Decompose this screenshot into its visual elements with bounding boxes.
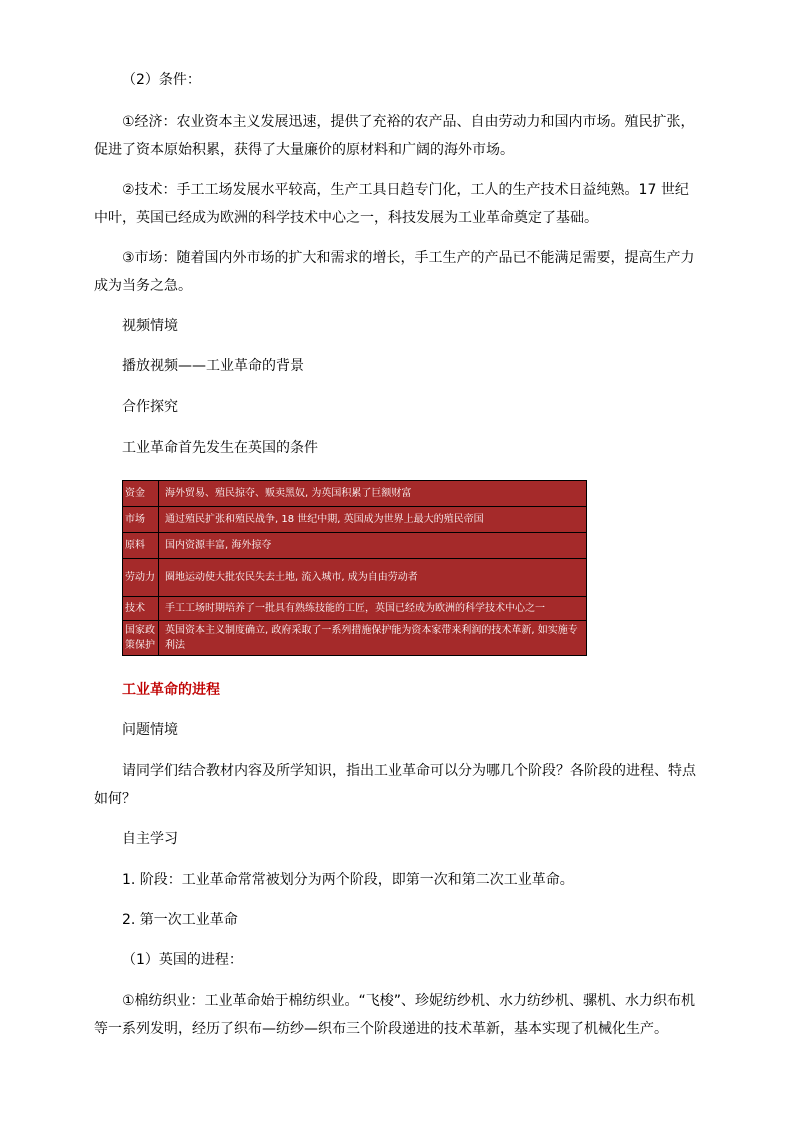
first-revolution-title: 2. 第一次工业革命	[122, 912, 238, 928]
technology-paragraph: ②技术：手工工场发展水平较高，生产工具日趋专门化，工人的生产技术日益纯熟。17 世纪中叶，英国已经成为欧洲的科学技术中心之一，科技发展为工业革命奠定了基础。	[94, 182, 689, 226]
table-row	[123, 597, 586, 621]
table-row-label: 劳动力	[123, 559, 159, 596]
table-row-content: 通过殖民扩张和殖民战争, 18 世纪中期, 英国成为世界上最大的殖民帝国	[165, 514, 484, 525]
table-row	[123, 559, 586, 597]
video-context-label: 视频情境	[122, 318, 178, 334]
table-row	[123, 533, 586, 559]
conditions-title: （2）条件：	[122, 72, 201, 88]
table-row-content: 英国资本主义制度确立, 政府采取了一系列措施保护能为资本家带来利润的技术革新, 如实施专利法	[165, 625, 578, 651]
coop-explore-label: 合作探究	[122, 399, 178, 415]
question-paragraph: 请同学们结合教材内容及所学知识，指出工业革命可以分为哪几个阶段？各阶段的进程、特点如何？	[94, 763, 696, 807]
table-title: 工业革命首先发生在英国的条件	[122, 440, 318, 456]
table-row-label: 国家政策保护	[123, 621, 159, 655]
table-row-label: 市场	[123, 507, 159, 532]
play-video-text: 播放视频——工业革命的背景	[122, 358, 304, 374]
conditions-table	[122, 480, 587, 656]
economy-paragraph: ①经济：农业资本主义发展迅速，提供了充裕的农产品、自由劳动力和国内市场。殖民扩张，促进了资本原始积累，获得了大量廉价的原材料和广阔的海外市场。	[94, 114, 695, 158]
table-row	[123, 481, 586, 507]
table-row-label: 原料	[123, 533, 159, 558]
section-heading: 工业革命的进程	[122, 682, 220, 698]
problem-context-label: 问题情境	[122, 722, 178, 738]
self-study-label: 自主学习	[122, 831, 178, 847]
table-row	[123, 621, 586, 655]
table-row-content: 手工工场时期培养了一批具有熟练技能的工匠，英国已经成为欧洲的科学技术中心之一	[165, 603, 545, 614]
stage-paragraph: 1. 阶段：工业革命常常被划分为两个阶段，即第一次和第二次工业革命。	[122, 872, 574, 888]
cotton-paragraph: ①棉纺织业：工业革命始于棉纺织业。“飞梭”、珍妮纺纱机、水力纺纱机、骡机、水力织布机等一系列发明，经历了织布—纺纱—织布三个阶段递进的技术革新，基本实现了机械化生产。	[94, 993, 696, 1037]
table-row-content: 海外贸易、殖民掠夺、贩卖黑奴, 为英国积累了巨额财富	[165, 488, 412, 499]
market-paragraph: ③市场：随着国内外市场的扩大和需求的增长，手工生产的产品已不能满足需要，提高生产力成为当务之急。	[94, 250, 695, 294]
table-row-label: 技术	[123, 597, 159, 620]
britain-process-title: （1）英国的进程：	[122, 952, 243, 968]
table-row-content: 圈地运动使大批农民失去土地, 流入城市, 成为自由劳动者	[165, 572, 418, 583]
table-row-label: 资金	[123, 481, 159, 506]
table-row-content: 国内资源丰富, 海外掠夺	[165, 540, 272, 551]
table-row	[123, 507, 586, 533]
